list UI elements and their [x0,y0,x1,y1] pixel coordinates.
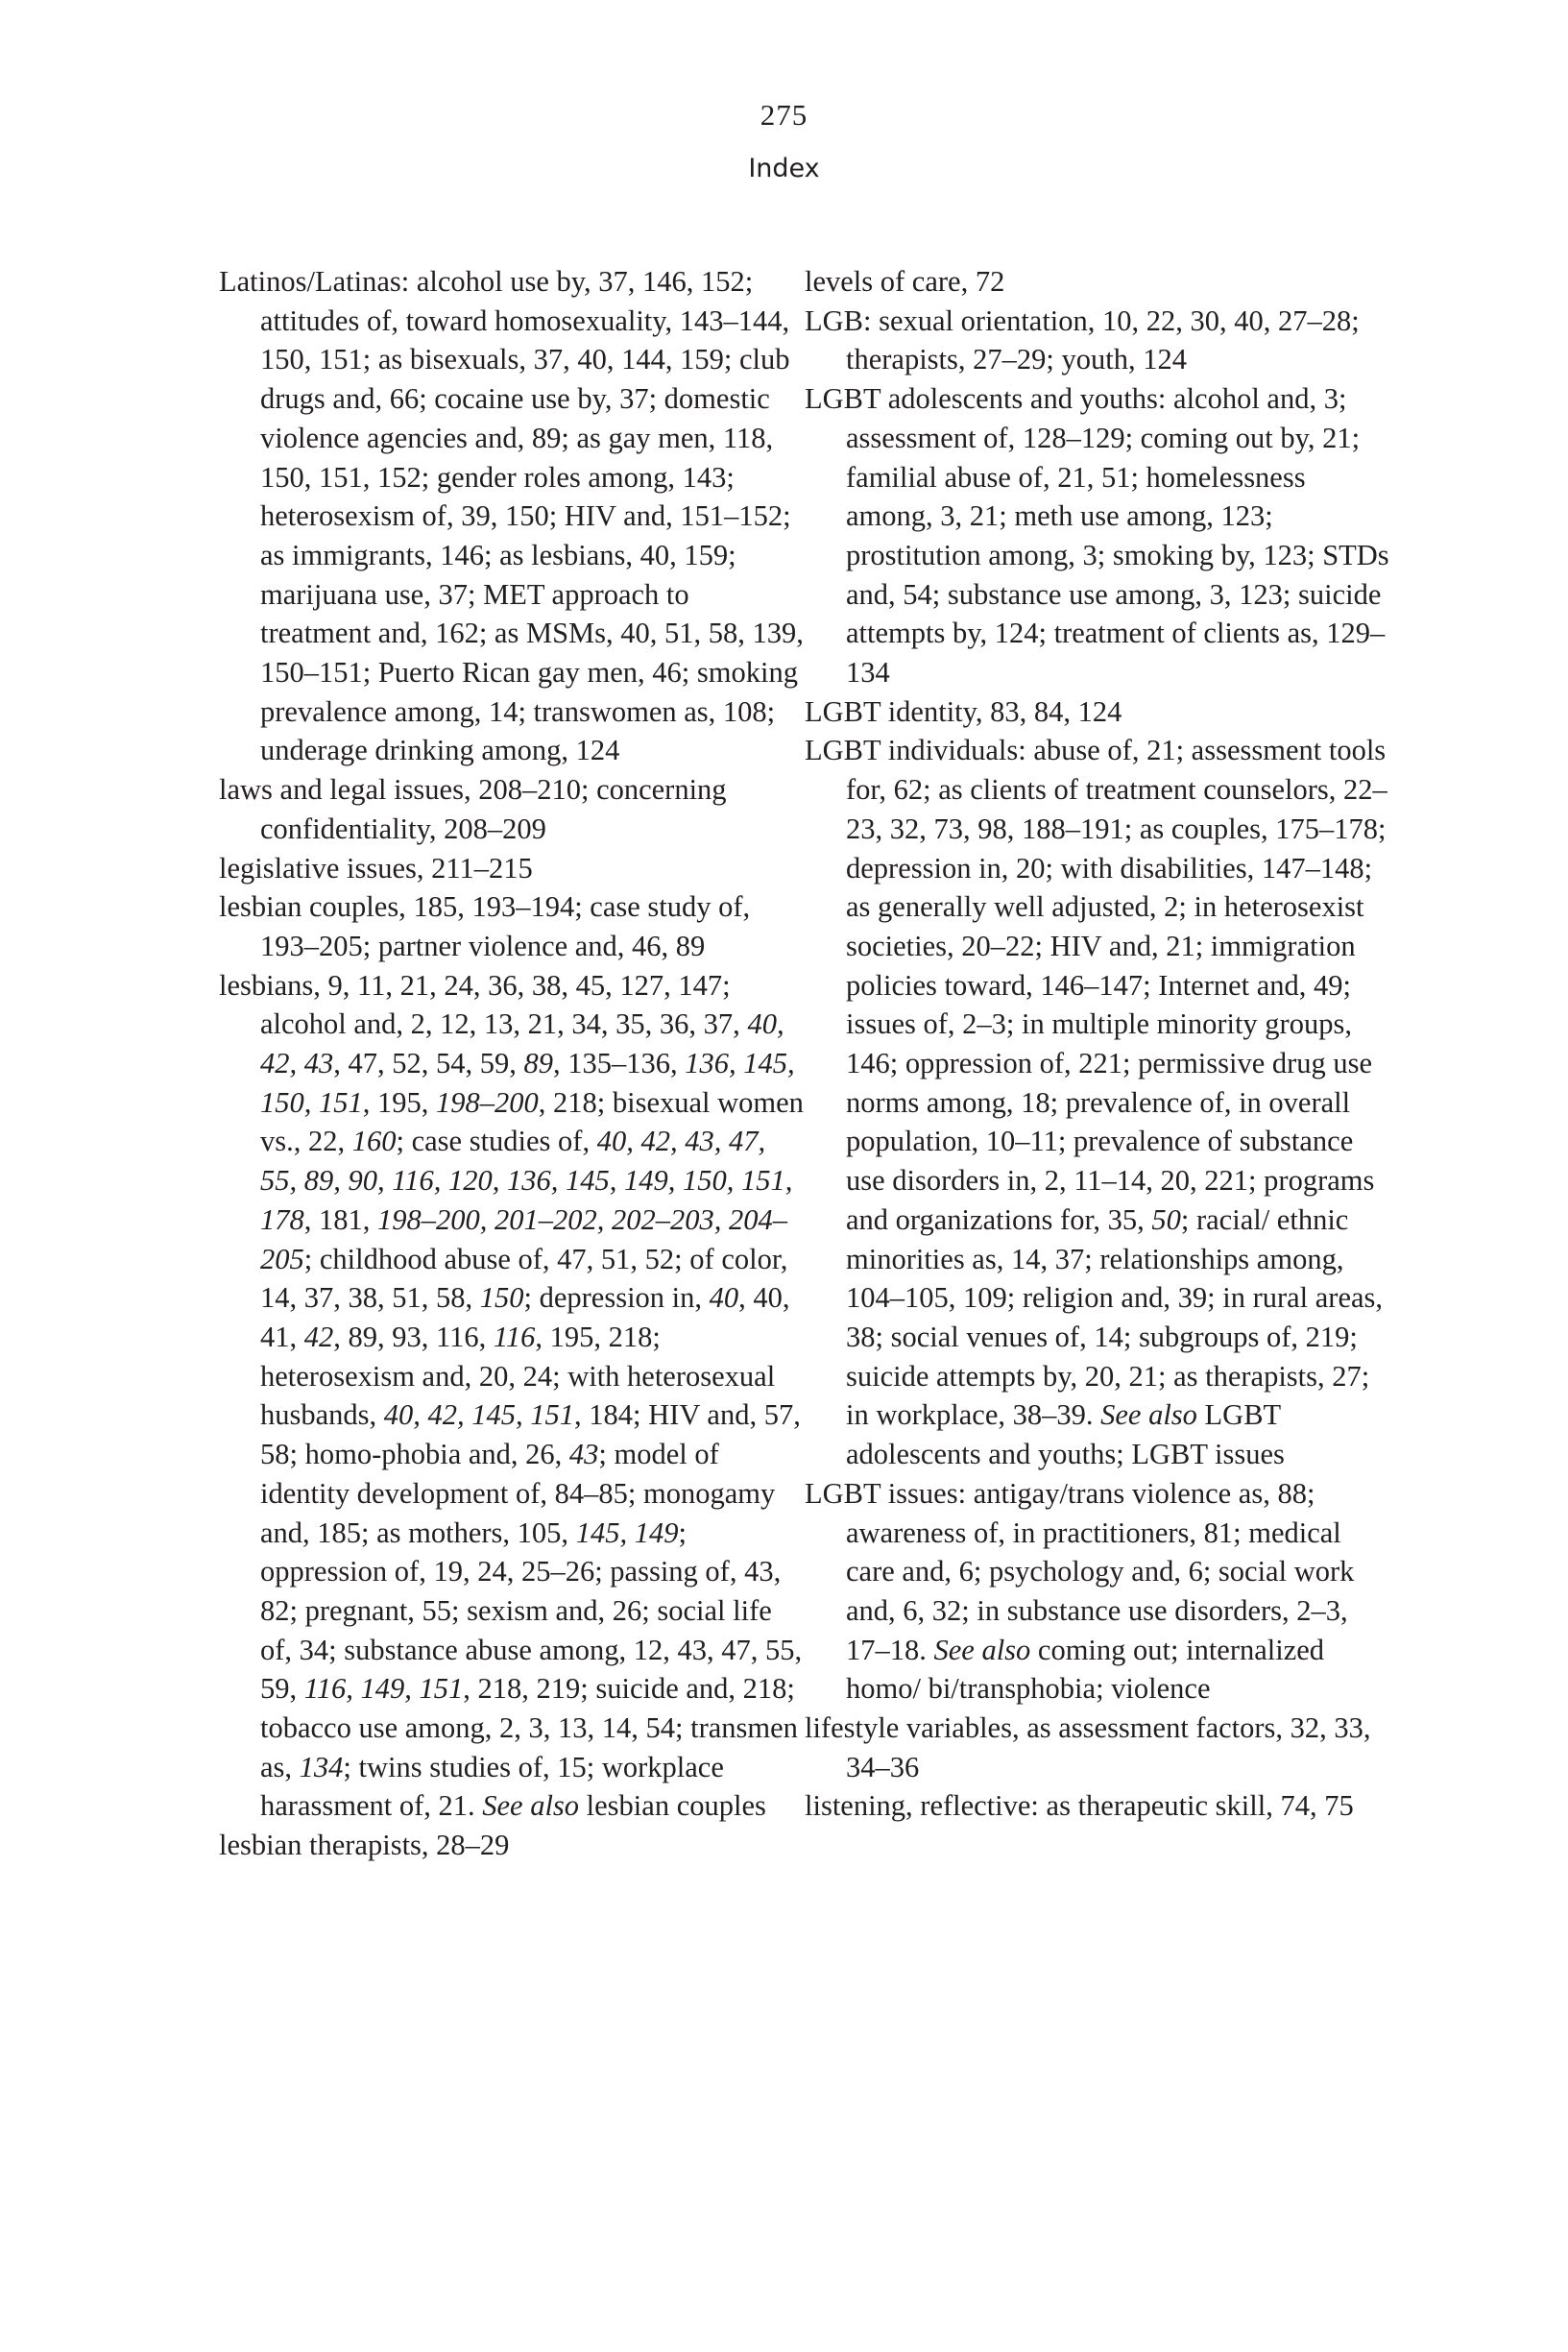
index-entry [805,1786,1390,1826]
index-locator: ; model of identity development of, 84–85; monogamy and, 185; as mothers, 105, [260,1438,776,1549]
index-entry [219,966,805,1826]
page-number: 275 [760,98,808,132]
index-locator: , 135–136, [553,1047,686,1080]
index-locator: alcohol use by, 37, 146, 152; attitudes of, toward homosexuality, 143–144, 150, 151; as bisexuals, 37, 40, 144, 159; club drugs and, 66; cocaine use by, 37; domestic violence agencies and, 89; as gay men, 118, 150, 151, 152; gender roles among, 143; heterosexism of, 39, 150; HIV and, 151–152; as immigrants, 146; as lesbians, 40, 159; marijuana use, 37; MET approach to treatment and, 162; as MSMs, 40, 51, 58, 139, 150–151; Puerto Rican gay men, 46; smoking prevalence among, 14; transwomen as, 108; underage drinking among, 124 [260,265,804,767]
index-locator: antigay/trans violence as, 88; awareness of, in practitioners, 81; medical care and, 6; psychology and, 6; social work and, 6, 32; in substance use disorders, 2–3, 17–18. [846,1476,1355,1666]
index-locator: , 218; bisexual women vs., 22, [260,1085,804,1158]
index-locator-italic: 40, 42, 145, 151 [383,1398,575,1432]
index-heading: Latinos/Latinas: [219,265,410,298]
index-locator-italic: 50 [1151,1202,1181,1236]
index-locator: ; twins studies of, 15; workplace harassment of, 21. [260,1750,724,1823]
index-locator: 185, 193–194; case study of, 193–205; partner violence and, 46, 89 [260,890,751,962]
index-locator-italic: 43 [568,1438,599,1471]
index-locator-italic: See also [482,1789,580,1823]
index-locator: , 181, [303,1202,377,1236]
index-heading: lesbians, [219,968,321,1002]
index-locator-italic: 136, 145, 150, 151 [260,1047,795,1119]
running-head: Index [748,154,820,183]
index-heading: lesbian therapists, [219,1829,429,1862]
index-locator-italic: 150 [479,1281,524,1315]
index-locator-italic: 40, 42, 43 [260,1007,784,1080]
index-locator-italic: See also [1100,1398,1197,1432]
index-locator: 72 [968,265,1005,298]
index-locator: 208–210; concerning confidentiality, 208–209 [260,773,727,845]
index-locator: coming out; internalized homo/ bi/transphobia; violence [846,1633,1325,1706]
index-locator: , 195, 218; heterosexism and, 20, 24; with heterosexual husbands, [260,1320,776,1432]
index-locator: as assessment factors, 32, 33, 34–36 [846,1711,1371,1783]
index-locator: sexual orientation, 10, 22, 30, 40, 27–28; therapists, 27–29; youth, 124 [846,303,1360,376]
index-entry [219,770,805,848]
index-entry [219,262,805,770]
index-locator: , 184; HIV and, 57, 58; homo-phobia and, 26, [260,1398,801,1471]
index-locator: 83, 84, 124 [982,694,1122,728]
index-entry [219,887,805,965]
index-locator: 9, 11, 21, 24, 36, 38, 45, 127, 147; alcohol and, 2, 12, 13, 21, 34, 35, 36, 37, [260,968,748,1041]
index-locator-italic: 198–200 [436,1085,539,1119]
index-locator-italic: 116, 149, 151 [303,1672,464,1706]
index-column-left [219,262,805,1865]
index-locator: ; racial/ ethnic minorities as, 14, 37; relationships among, 104–105, 109; religion and, 39; in rural areas, 38; social venues of, 14; subgroups of, 219; suicide attempts by, 20, 21; as therapists, 27; in workplace, 38–39. [846,1202,1384,1432]
index-heading: LGBT identity, [805,694,983,728]
index-locator-italic: 42 [303,1320,334,1353]
index-entry [805,379,1390,692]
index-entry [805,731,1390,1473]
index-locator: , 40, 41, [260,1281,790,1353]
index-locator: ; depression in, [523,1281,710,1315]
index-locator-italic: 40 [709,1281,739,1315]
index-locator-italic: 198–200, 201–202, 202–203, 204–205 [260,1202,787,1275]
index-heading: laws and legal issues, [219,773,471,807]
index-locator-italic: 134 [299,1750,344,1783]
index-entry [805,302,1390,379]
index-locator: , 89, 93, 116, [333,1320,494,1353]
index-locator-italic: 40, 42, 43, 47, 55, 89, 90, 116, 120, 136, 145, 149, 150, 151, 178 [260,1125,793,1236]
index-locator: alcohol and, 3; assessment of, 128–129; coming out by, 21; familial abuse of, 21, 51; homelessness among, 3, 21; meth use among, 123; prostitution among, 3; smoking by, 123; STDs and, 54; substance use among, 3, 123; suicide attempts by, 124; treatment of clients as, 129–134 [846,382,1389,690]
index-locator: LGBT adolescents and youths; LGBT issues [846,1398,1285,1471]
index-locator: ; case studies of, [396,1125,597,1158]
index-heading: lifestyle variables, [805,1711,1020,1745]
index-locator: , 195, [362,1085,436,1119]
index-heading: levels of care, [805,265,969,298]
index-locator-italic: 145, 149 [575,1515,679,1549]
index-entry [805,1709,1390,1786]
index-entry [805,1474,1390,1709]
index-locator: as therapeutic skill, 74, 75 [1038,1789,1354,1823]
index-entry [805,692,1390,732]
index-column-right [805,262,1390,1826]
index-locator-italic: See also [933,1633,1031,1666]
index-heading: legislative issues, [219,851,424,885]
index-locator: , 47, 52, 54, 59, [333,1047,524,1080]
index-entry [219,1826,805,1865]
index-locator: lesbian couples [579,1789,766,1823]
index-locator-italic: 116 [493,1320,536,1353]
index-locator: 211–215 [423,851,533,885]
index-locator: ; childhood abuse of, 47, 51, 52; of color, 14, 37, 38, 51, 58, [260,1242,788,1315]
index-locator: abuse of, 21; assessment tools for, 62; as clients of treatment counselors, 22–23, 32, 73, 98, 188–191; as couples, 175–178; depression in, 20; with disabilities, 147–148; as generally well adjusted, 2; in heterosexist societies, 20–22; HIV and, 21; immigration policies toward, 146–147; Internet and, 49; issues of, 2–3; in multiple minority groups, 146; oppression of, 221; permissive drug use norms among, 18; prevalence of, in overall population, 10–11; prevalence of substance use disorders in, 2, 11–14, 20, 221; programs and organizations for, 35, [846,734,1387,1236]
index-locator-italic: 89 [523,1047,553,1080]
index-heading: LGBT individuals: [805,734,1026,767]
index-heading: LGB: [805,303,872,337]
index-locator: , 218, 219; suicide and, 218; tobacco use among, 2, 3, 13, 14, 54; transmen as, [260,1672,798,1783]
index-heading: listening, reflective: [805,1789,1039,1823]
index-locator-italic: 160 [351,1125,397,1158]
index-locator: 28–29 [428,1829,510,1862]
index-heading: LGBT adolescents and youths: [805,382,1167,416]
index-entry [219,849,805,888]
index-entry [805,262,1390,302]
index-heading: lesbian couples, [219,890,406,924]
index-heading: LGBT issues: [805,1476,967,1510]
index-locator: ; oppression of, 19, 24, 25–26; passing of, 43, 82; pregnant, 55; sexism and, 26; social life of, 34; substance abuse among, 12, 43, 47, 55, 59, [260,1515,803,1706]
